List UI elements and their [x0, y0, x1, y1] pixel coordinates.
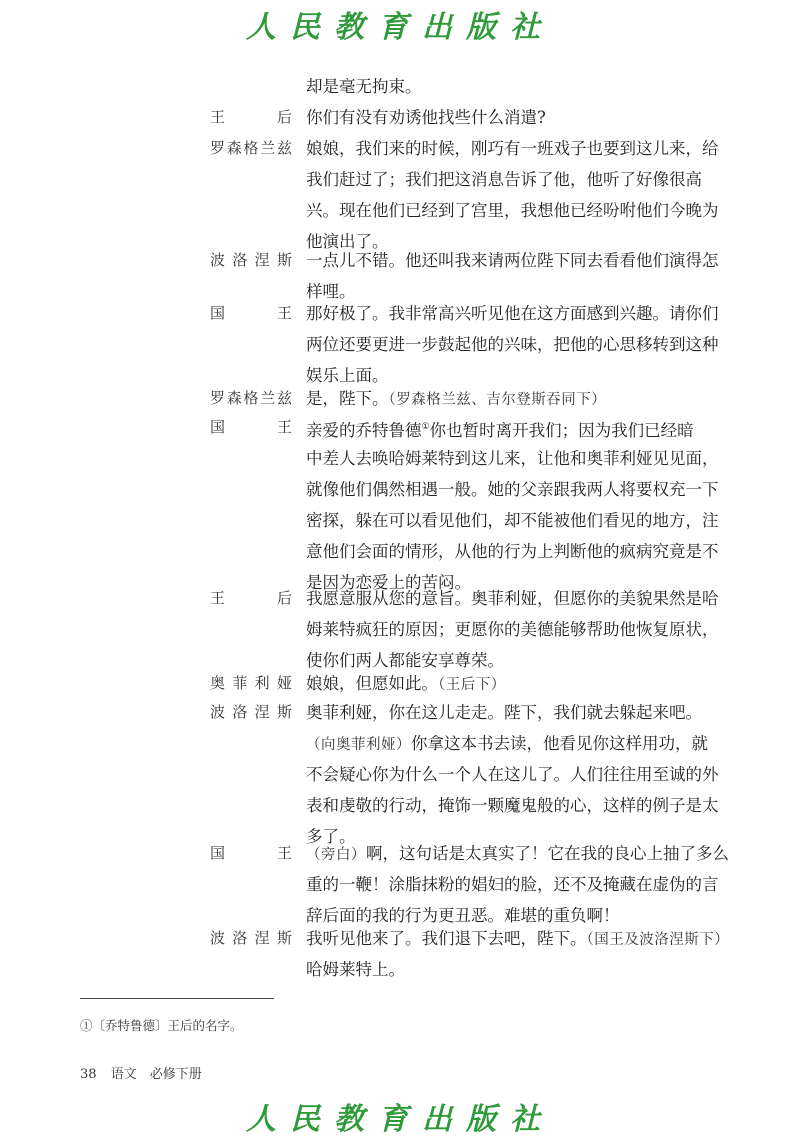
dialogue-line: 多了。: [306, 827, 356, 846]
stage-direction: （王后下）: [438, 677, 506, 693]
dialogue-line: [306, 923, 730, 954]
dialogue-line: 却是毫无拘束。: [306, 77, 422, 96]
dialogue-line: 娱乐上面。: [306, 366, 389, 385]
page-footer: [80, 1063, 212, 1082]
line-text: 我听见他来了。我们退下去吧，陛下。: [306, 929, 587, 948]
publisher-logo: 人民教育出版社: [246, 10, 554, 45]
stage-direction: （罗森格兰兹、吉尔登斯吞同下）: [388, 392, 607, 408]
dialogue-line: [306, 838, 729, 869]
dialogue-line: 意他们会面的情形，从他的行为上判断他的疯病究竟是不: [306, 542, 719, 561]
speaker-name: 奥 菲 利 娅: [210, 674, 292, 692]
footnote-marker[interactable]: ①: [421, 422, 430, 432]
dialogue-line: 中差人去唤哈姆莱特到这儿来，让他和奥菲利娅见见面，: [306, 449, 719, 468]
speaker-name: 波 洛 涅 斯: [210, 929, 292, 947]
dialogue-line: 样哩。: [306, 282, 356, 301]
line-text: 你拿这本书去读，他看见你这样用功，就: [411, 734, 708, 753]
dialogue-line: [306, 668, 726, 699]
dialogue-line: 奥菲利娅，你在这儿走走。陛下，我们就去躲起来吧。: [306, 703, 702, 722]
dialogue-line: 密探，躲在可以看见他们，却不能被他们看见的地方，注: [306, 511, 719, 530]
dialogue-line: 是因为恋爱上的苦闷。: [306, 573, 471, 592]
dialogue-line: [306, 412, 726, 443]
page-number: 38: [80, 1067, 97, 1082]
footnote: [80, 1016, 243, 1034]
speaker-name: 王 后: [210, 108, 292, 126]
dialogue-line: 他演出了。: [306, 232, 389, 251]
dialogue-line: 姆莱特疯狂的原因；更愿你的美德能够帮助他恢复原状，: [306, 620, 719, 639]
dialogue-line: [306, 728, 726, 759]
dialogue-line: 一点儿不错。他还叫我来请两位陛下同去看看他们演得怎: [306, 251, 719, 270]
stage-direction: （旁白）: [306, 847, 366, 863]
speaker-name: 罗 森 格 兰 兹: [210, 389, 292, 407]
line-text: 亲爱的乔特鲁德: [306, 421, 422, 440]
footnote-mark: ①: [80, 1018, 93, 1033]
speaker-name: 波 洛 涅 斯: [210, 251, 292, 269]
stage-direction: （国王及波洛涅斯下）: [586, 932, 730, 948]
dialogue-line: 娘娘，我们来的时候，刚巧有一班戏子也要到这儿来，给: [306, 139, 719, 158]
dialogue-line: 不会疑心你为什么一个人在这儿了。人们往往用至诚的外: [306, 765, 719, 784]
dialogue-line: 哈姆莱特上。: [306, 960, 405, 979]
footnote-term: 〔乔特鲁德〕: [92, 1018, 168, 1033]
speaker-name: 王 后: [210, 589, 292, 607]
book-title: 语文 必修下册: [110, 1067, 202, 1082]
speaker-name: 国 王: [210, 844, 292, 862]
dialogue-line: 就像他们偶然相遇一般。她的父亲跟我两人将要权充一下: [306, 480, 719, 499]
dialogue-line: 重的一鞭！涂脂抹粉的娼妇的脸，还不及掩藏在虚伪的言: [306, 875, 719, 894]
dialogue-line: 辞后面的我的行为更丑恶。难堪的重负啊！: [306, 906, 620, 925]
speaker-name: 波 洛 涅 斯: [210, 703, 292, 721]
speaker-name: 国 王: [210, 418, 292, 436]
speaker-name: 罗 森 格 兰 兹: [210, 139, 292, 157]
footnote-divider: [80, 998, 274, 999]
dialogue-line: 我们赶过了；我们把这消息告诉了他，他听了好像很高: [306, 170, 702, 189]
dialogue-line: 兴。现在他们已经到了宫里，我想他已经吩咐他们今晚为: [306, 201, 719, 220]
line-text: 娘娘，但愿如此。: [306, 674, 438, 693]
dialogue-line: 表和虔敬的行动，掩饰一颗魔鬼般的心，这样的例子是太: [306, 796, 719, 815]
speaker-name: 国 王: [210, 304, 292, 322]
stage-direction: （向奥菲利娅）: [306, 737, 411, 753]
dialogue-line: [306, 383, 726, 414]
dialogue-line: 你们有没有劝诱他找些什么消遣?: [306, 108, 546, 127]
publisher-logo-bottom: 人民教育出版社: [246, 1102, 554, 1137]
dialogue-line: 两位还要更进一步鼓起他的兴味，把他的心思移转到这种: [306, 335, 719, 354]
line-text: 是，陛下。: [306, 389, 389, 408]
dialogue-line: 我愿意服从您的意旨。奥菲利娅，但愿你的美貌果然是哈: [306, 589, 719, 608]
footnote-text: 王后的名字。: [167, 1018, 243, 1033]
line-text: 啊，这句话是太真实了！它在我的良心上抽了多么: [366, 844, 729, 863]
dialogue-line: 使你们两人都能安享尊荣。: [306, 651, 504, 670]
dialogue-line: 那好极了。我非常高兴听见他在这方面感到兴趣。请你们: [306, 304, 719, 323]
line-text: 你也暂时离开我们；因为我们已经暗: [429, 421, 694, 440]
